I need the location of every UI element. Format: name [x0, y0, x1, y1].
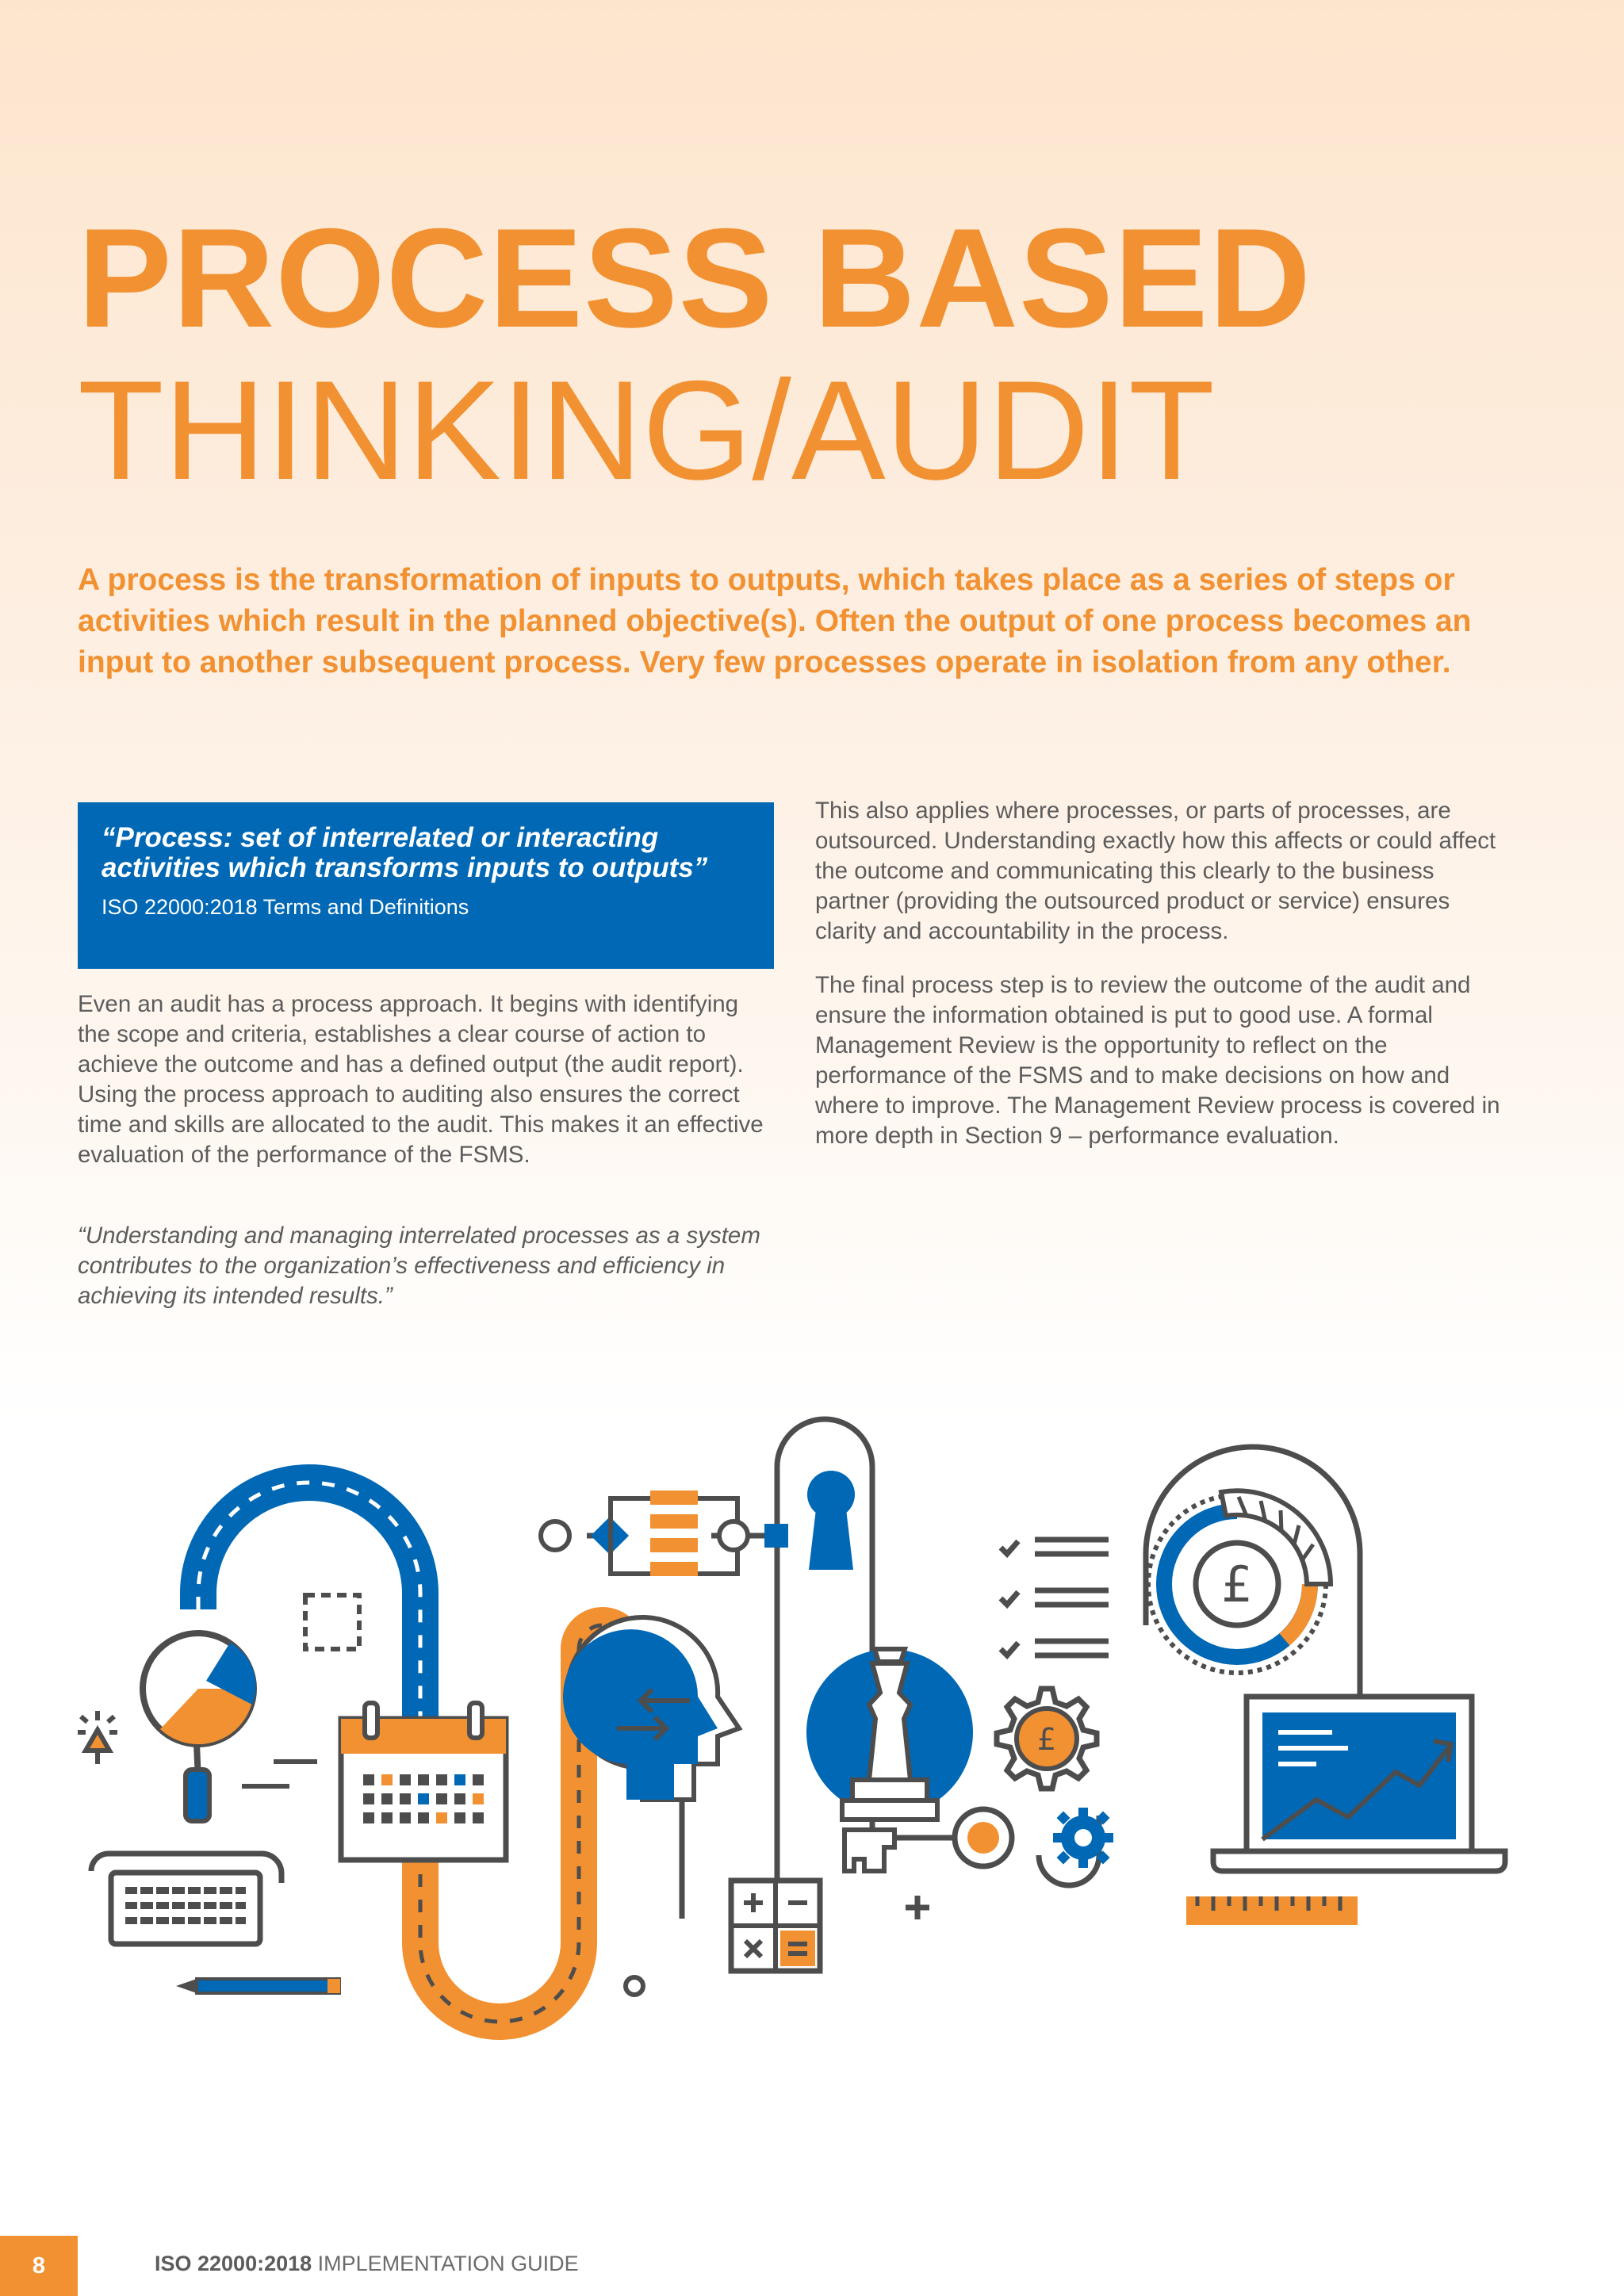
footer-doc-title-bold: ISO 22000:2018: [155, 2252, 312, 2275]
left-paragraph: Even an audit has a process approach. It begins with identifying the scope and criteria, establishes a clear course of action to achieve the outcome and has a defined output (the audit report). Using the process approach to auditing also ensures the correct time and skills are allocated to the audit. This makes it an effective evaluation of the performance of the FSMS.: [78, 991, 764, 1168]
footer-doc-title-rest: IMPLEMENTATION GUIDE: [312, 2252, 579, 2275]
chess-king-icon: [806, 1649, 973, 1820]
calculator-icon: [731, 1881, 820, 1971]
page-title-line1: PROCESS BASED: [78, 199, 1312, 357]
dash-marks: [242, 1762, 317, 1786]
keyboard-icon: [111, 1873, 260, 1944]
definition-quote: “Process: set of interrelated or interacting activities which transforms inputs to outputs”: [102, 822, 708, 883]
left-quote: “Understanding and managing interrelated processes as a system contributes to the organization’s effectiveness and efficiency in achieving its intended results.”: [78, 1223, 760, 1309]
right-paragraph-1: This also applies where processes, or parts of processes, are outsourced. Understanding exactly how this affects or could affect the outcome and communicating this clearly to the business partner (providing the outsourced product or service) ensures clarity and accountability in the process.: [815, 798, 1496, 944]
calendar-icon: [341, 1703, 506, 1860]
gear-pound-icon: [997, 1689, 1097, 1789]
cursor-spark-icon: [78, 1711, 117, 1764]
process-illustration: [0, 1411, 1624, 2061]
magnifier-pie-chart-icon: [143, 1633, 256, 1821]
definition-box: [78, 802, 774, 969]
checklist-icon: [1001, 1540, 1109, 1655]
pencil-icon: [176, 1979, 340, 1993]
page-title-line2: THINKING/AUDIT: [78, 351, 1215, 509]
small-circle: [626, 1977, 643, 1995]
footer-doc-title: [155, 2250, 579, 2277]
gear-currency-symbol: £: [1036, 1722, 1057, 1757]
definition-source: ISO 22000:2018 Terms and Definitions: [102, 895, 469, 919]
keyhole-icon: [807, 1471, 855, 1570]
small-gear-icon: [1053, 1808, 1113, 1868]
laptop-growth-chart-icon: [1213, 1697, 1505, 1871]
plus-mark: [906, 1896, 929, 1919]
donut-currency-symbol: £: [1221, 1556, 1253, 1613]
pound-donut-chart-icon: [1148, 1490, 1331, 1673]
intro-paragraph: A process is the transformation of inputs to outputs, which takes place as a series of steps or activities which result in the planned objective(s). Often the output of one process becomes an input to another subsequent process. Very few processes operate in isolation from any other.: [78, 563, 1472, 679]
page-number: 8: [0, 2236, 78, 2296]
ruler-icon: [1186, 1896, 1358, 1925]
right-paragraph-2: The final process step is to review the outcome of the audit and ensure the information obtained is put to good use. A formal Management Review is the opportunity to reflect on the performance of the FSMS and to make decisions on how and where to improve. The Management Review process is covered in more depth in Section 9 – performance evaluation.: [815, 972, 1500, 1149]
dashed-square-icon: [305, 1595, 359, 1649]
